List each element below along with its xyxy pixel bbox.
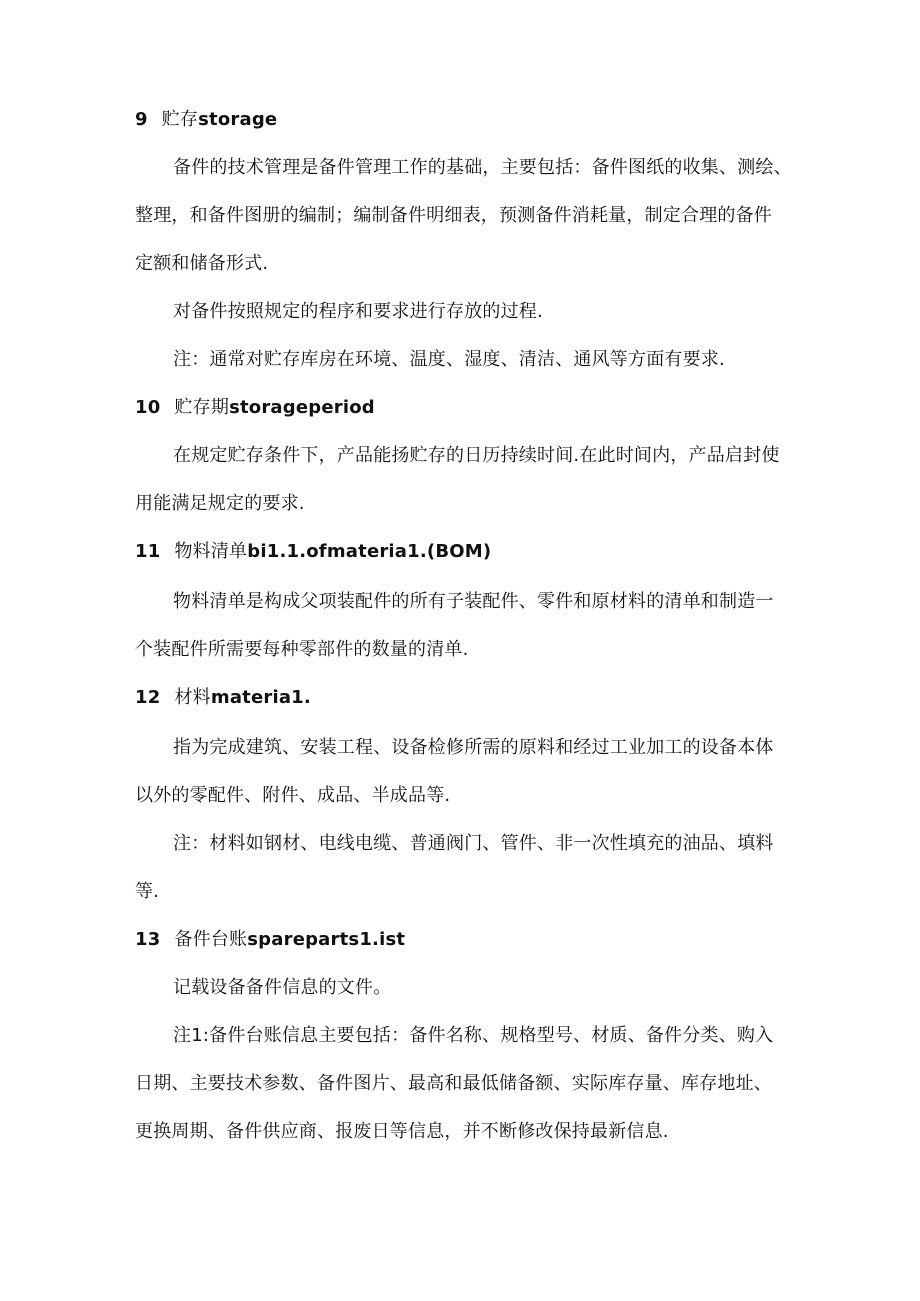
section-heading-9 <box>135 108 277 132</box>
note-line: 日期、主要技术参数、备件图片、最高和最低储备额、实际库存量、库存地址、 <box>135 1073 772 1094</box>
body-line: 以外的零配件、附件、成品、半成品等. <box>135 785 451 806</box>
section-title-zh: 材料 <box>174 687 211 708</box>
section-number: 12 <box>135 687 161 708</box>
section-title-en: bi1.1.ofmateria1.(BOM) <box>247 541 492 562</box>
section-title-en: materia1. <box>210 687 311 708</box>
note-line: 更换周期、备件供应商、报废日等信息，并不断修改保持最新信息. <box>135 1121 669 1142</box>
section-title-en: storageperiod <box>229 397 375 418</box>
body-line: 个装配件所需要每种零部件的数量的清单. <box>135 639 469 660</box>
section-number: 10 <box>135 397 161 418</box>
body-line: 备件的技术管理是备件管理工作的基础，主要包括：备件图纸的收集、测绘、 <box>173 157 792 178</box>
body-line: 物料清单是构成父项装配件的所有子装配件、零件和原材料的清单和制造一 <box>173 591 774 612</box>
note-line: 等. <box>135 881 160 902</box>
note-line: 注：通常对贮存库房在环境、温度、湿度、清洁、通风等方面有要求. <box>173 349 725 370</box>
section-heading-10 <box>135 396 375 420</box>
section-number: 9 <box>135 109 148 130</box>
section-title-en: spareparts1.ist <box>247 929 406 950</box>
body-line: 整理，和备件图册的编制；编制备件明细表，预测备件消耗量，制定合理的备件 <box>135 205 772 226</box>
body-line: 用能满足规定的要求. <box>135 493 305 514</box>
section-title-zh: 贮存 <box>161 109 199 130</box>
section-title-zh: 贮存期 <box>174 397 230 418</box>
section-title-zh: 物料清单 <box>174 541 248 562</box>
section-title-en: storage <box>198 109 278 130</box>
note-line: 注1:备件台账信息主要包括：备件名称、规格型号、材质、备件分类、购入 <box>173 1025 774 1046</box>
body-line: 记载设备备件信息的文件。 <box>173 977 392 998</box>
section-heading-12 <box>135 686 311 710</box>
section-number: 13 <box>135 929 161 950</box>
body-line: 定额和储备形式. <box>135 253 269 274</box>
section-number: 11 <box>135 541 161 562</box>
section-heading-11 <box>135 540 491 564</box>
note-line: 注：材料如钢材、电线电缆、普通阀门、管件、非一次性填充的油品、填料 <box>173 833 774 854</box>
section-title-zh: 备件台账 <box>174 929 248 950</box>
body-line: 在规定贮存条件下，产品能扬贮存的日历持续时间.在此时间内，产品启封使 <box>173 445 780 466</box>
body-line: 指为完成建筑、安装工程、设备检修所需的原料和经过工业加工的设备本体 <box>173 737 774 758</box>
body-line: 对备件按照规定的程序和要求进行存放的过程. <box>173 301 543 322</box>
section-heading-13 <box>135 928 405 952</box>
